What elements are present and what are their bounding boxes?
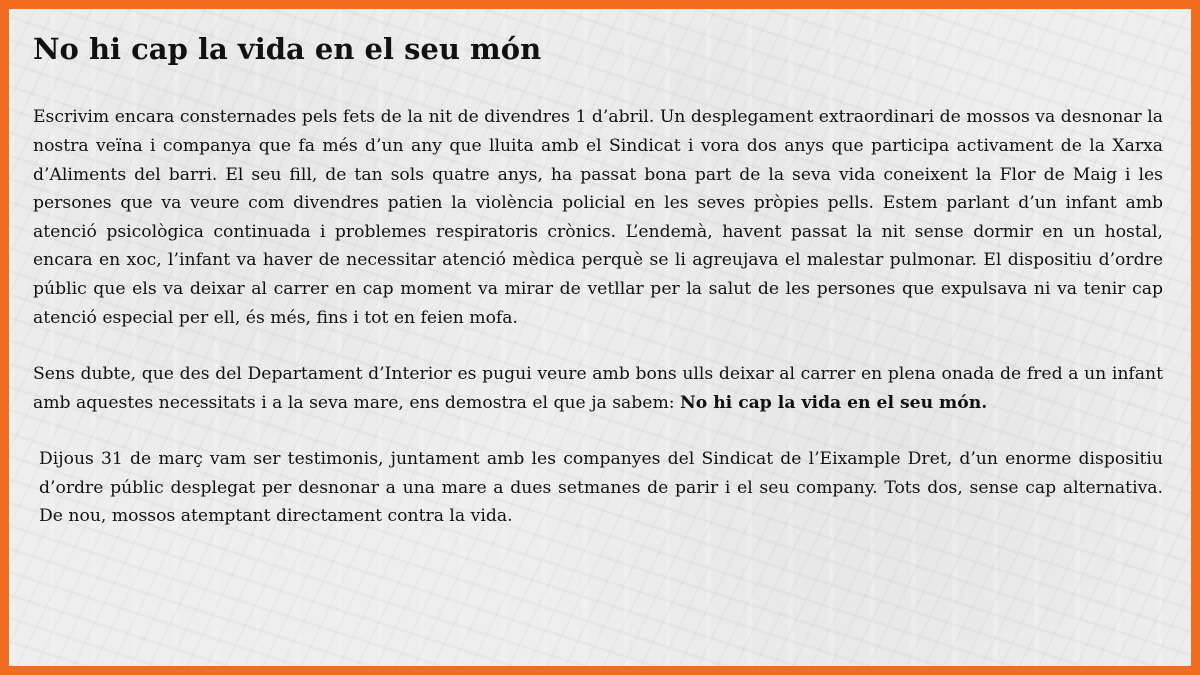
statement-emphasis: No hi cap la vida en el seu món. (680, 392, 988, 413)
statement-paragraph-2-text: Sens dubte, que des del Departament d’Interior es pugui veure amb bons ulls deixar al carrer en plena onada de fred a un infant amb aquestes necessitats i a la seva mare, ens demostra el que ja sabem: (33, 364, 1163, 413)
document-title: No hi cap la vida en el seu món (33, 32, 542, 66)
statement-paragraph-2 (33, 360, 1163, 417)
statement-paragraph-3: Dijous 31 de març vam ser testimonis, juntament amb les companyes del Sindicat de l’Eixample Dret, d’un enorme dispositiu d’ordre públic desplegat per desnonar a una mare a dues setmanes de parir i el seu company. Tots dos, sense cap alternativa. De nou, mossos atemptant directament contra la vida. (39, 449, 1163, 527)
statement-document (33, 33, 1163, 531)
statement-paragraph-1: Escrivim encara consternades pels fets de la nit de divendres 1 d’abril. Un desplegament extraordinari de mossos va desnonar la nostra veïna i companya que fa més d’un any que lluita amb el Sindicat i vora dos anys que participa activament de la Xarxa d’Aliments del barri. El seu fill, de tan sols quatre anys, ha passat bona part de la seva vida coneixent la Flor de Maig i les persones que va veure com divendres patien la violència policial en les seves pròpies pells. Estem parlant d’un infant amb atenció psicològica continuada i problemes respiratoris crònics. L’endemà, havent passat la nit sense dormir en un hostal, encara en xoc, l’infant va haver de necessitar atenció mèdica perquè se li agreujava el malestar pulmonar. El dispositiu d’ordre públic que els va deixar al carrer en cap moment va mirar de vetllar per la salut de les persones que expulsava ni va tenir cap atenció especial per ell, és més, fins i tot en feien mofa. (33, 107, 1163, 328)
